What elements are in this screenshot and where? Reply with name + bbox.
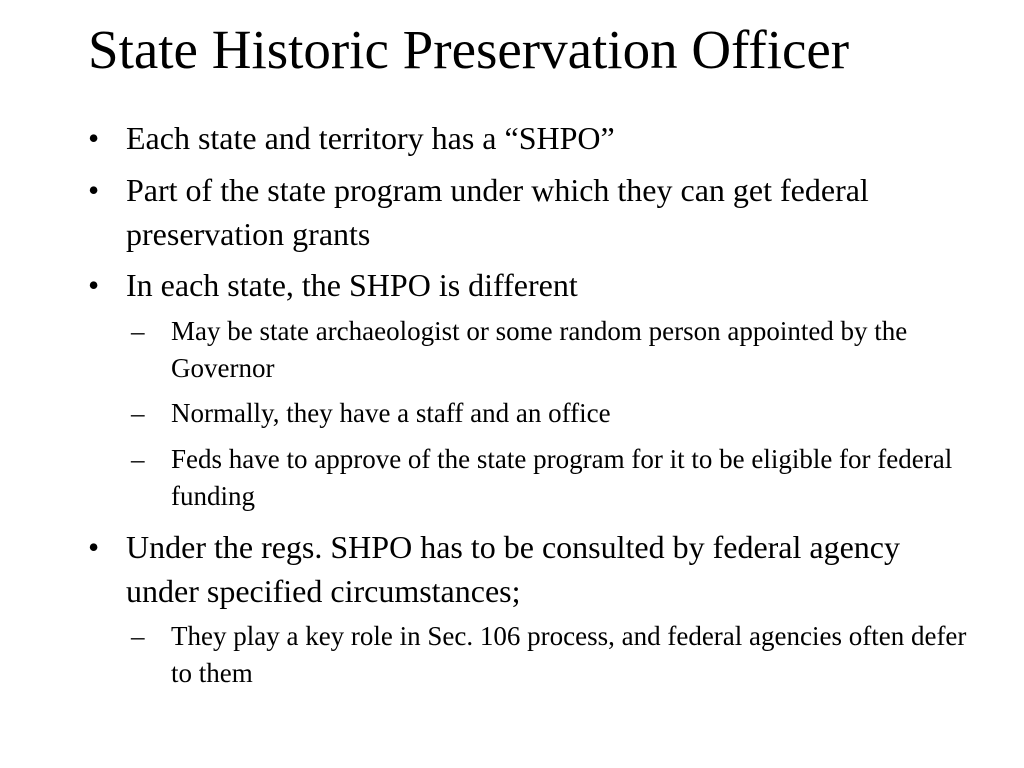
sub-bullet-marker: – bbox=[131, 444, 145, 474]
sub-bullet-item bbox=[131, 313, 971, 387]
sub-bullet-marker: – bbox=[131, 398, 145, 428]
sub-bullet-text: Feds have to approve of the state program for it to be eligible for federal funding bbox=[171, 444, 953, 511]
sub-bullet-item bbox=[131, 618, 971, 692]
bullet-item bbox=[88, 525, 966, 613]
bullet-text: Each state and territory has a “SHPO” bbox=[126, 120, 615, 156]
bullet-marker: • bbox=[88, 120, 100, 156]
sub-bullet-marker: – bbox=[131, 621, 145, 651]
sub-bullet-item bbox=[131, 395, 971, 432]
bullet-item bbox=[88, 116, 966, 160]
bullet-marker: • bbox=[88, 172, 100, 208]
bullet-text: Part of the state program under which they can get federal preservation grants bbox=[126, 172, 869, 252]
slide-title: State Historic Preservation Officer bbox=[88, 19, 850, 80]
bullet-item bbox=[88, 263, 966, 307]
bullet-text: Under the regs. SHPO has to be consulted by federal agency under specified circumstances; bbox=[126, 529, 900, 609]
sub-bullet-marker: – bbox=[131, 316, 145, 346]
bullet-marker: • bbox=[88, 529, 100, 565]
sub-bullet-text: Normally, they have a staff and an office bbox=[171, 398, 611, 428]
sub-bullet-item bbox=[131, 441, 971, 515]
sub-bullet-text: They play a key role in Sec. 106 process, and federal agencies often defer to them bbox=[171, 621, 967, 688]
bullet-marker: • bbox=[88, 267, 100, 303]
bullet-text: In each state, the SHPO is different bbox=[126, 267, 578, 303]
bullet-item bbox=[88, 168, 966, 256]
sub-bullet-text: May be state archaeologist or some random person appointed by the Governor bbox=[171, 316, 908, 383]
